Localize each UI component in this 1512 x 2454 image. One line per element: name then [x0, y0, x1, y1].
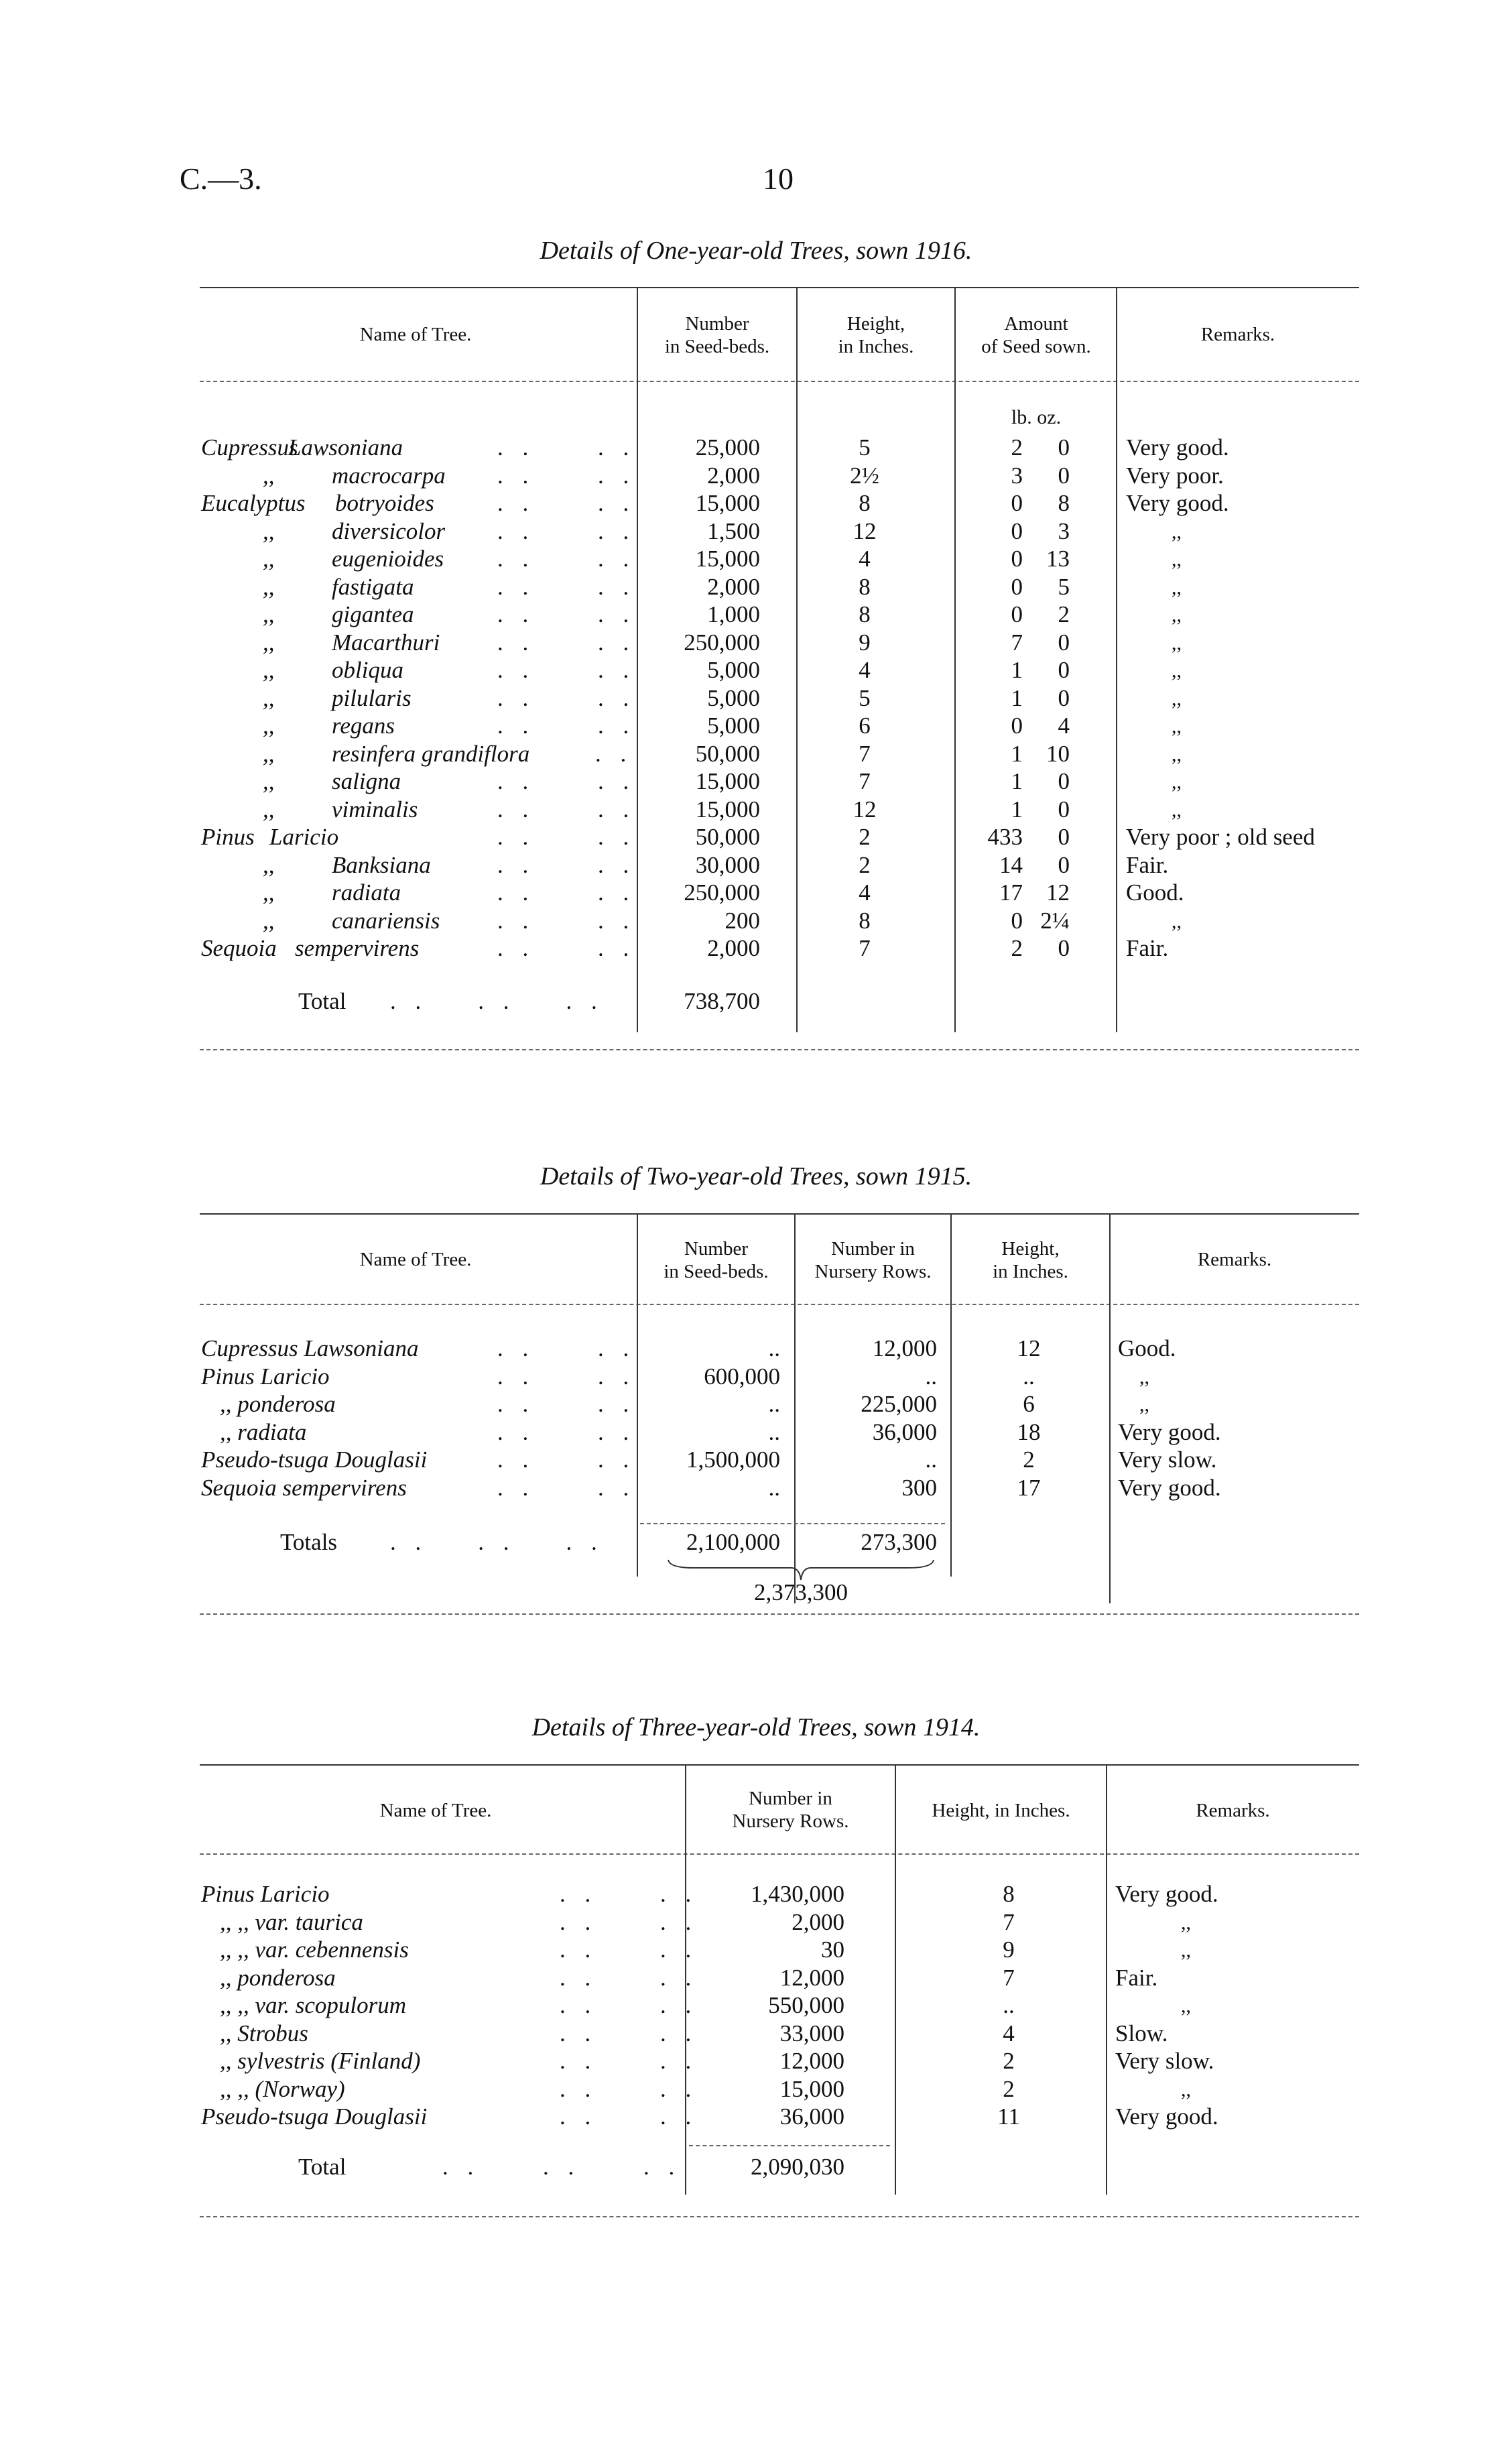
column-header-name: Name of Tree. — [359, 324, 472, 345]
tree-name: Pseudo-tsuga Douglasii — [201, 2103, 428, 2130]
leader-dots: . . . . — [560, 1908, 698, 1935]
leader-dots: . . . . — [497, 935, 636, 961]
one-year-title: Details of One-year-old Trees, sown 1916. — [540, 237, 972, 265]
leader-dots: . . . . — [497, 490, 636, 516]
seed-oz-value: 0 — [1058, 462, 1070, 489]
leader-dots: . . . . — [497, 713, 636, 739]
tree-name: ,, ,, var. scopulorum — [220, 1992, 407, 2018]
seed-oz-value: 8 — [1058, 490, 1070, 516]
seedbeds-value: 5,000 — [707, 684, 760, 711]
table-rule-bottom — [200, 1049, 1359, 1050]
seed-oz-value: 0 — [1058, 851, 1070, 878]
leader-dots: . . . . — [497, 768, 636, 794]
seed-oz-value: 12 — [1046, 879, 1070, 906]
leader-dots: . . . . — [497, 462, 636, 489]
height-value: 12 — [853, 796, 877, 822]
tree-species: regans — [332, 713, 395, 739]
height-value: 2 — [859, 824, 871, 850]
leader-dots: . . . . — [497, 1447, 636, 1473]
column-header-remarks: Remarks. — [1200, 324, 1275, 345]
seedbeds-value: 5,000 — [707, 713, 760, 739]
seed-oz-value: 0 — [1058, 768, 1070, 794]
grand-total: 2,373,300 — [754, 1579, 848, 1605]
seed-lb-value: 0 — [1011, 517, 1023, 544]
table-rule-top — [200, 287, 1359, 288]
height-value: 7 — [859, 935, 871, 961]
column-divider — [1116, 288, 1117, 1032]
height-value: 9 — [859, 629, 871, 656]
column-divider — [954, 288, 956, 1032]
seed-oz-value: 0 — [1058, 629, 1070, 656]
nursery-value: 15,000 — [779, 2075, 844, 2102]
tree-genus: Eucalyptus — [201, 490, 306, 516]
leader-dots: . . . . — [497, 657, 636, 683]
tree-name: Pinus Laricio — [201, 1363, 330, 1390]
tree-name: Pinus Laricio — [201, 1881, 330, 1907]
height-value: 8 — [859, 601, 871, 627]
remarks-value: Very good. — [1115, 2103, 1218, 2130]
remarks-ditto: ,, — [1172, 604, 1182, 626]
seedbeds-value: 15,000 — [695, 546, 760, 572]
column-header-seed-sown: Amount of Seed sown. — [981, 313, 1091, 357]
leader-dots: . . . . — [497, 879, 636, 906]
seed-lb-value: 7 — [1011, 629, 1023, 656]
units-label: lb. oz. — [1011, 406, 1062, 428]
tree-genus: Cupressus — [201, 434, 298, 461]
seed-oz-value: 2 — [1058, 601, 1070, 627]
height-value: 6 — [1023, 1391, 1035, 1417]
leader-dots: . . . . — [560, 2048, 698, 2074]
nursery-value: 36,000 — [872, 1418, 937, 1445]
tree-species: obliqua — [332, 657, 403, 683]
column-header-name: Name of Tree. — [379, 1800, 492, 1821]
tree-genus: ,, — [263, 629, 275, 656]
seed-lb-value: 0 — [1011, 546, 1023, 572]
remarks-ditto: ,, — [1139, 1394, 1149, 1416]
remarks-value: Good. — [1126, 879, 1184, 906]
seedbeds-value: 600,000 — [704, 1363, 780, 1390]
remarks-ditto: ,, — [1172, 631, 1182, 654]
tree-species: eugenioides — [332, 546, 444, 572]
height-value: 8 — [859, 490, 871, 516]
three-year-title: Details of Three-year-old Trees, sown 1914. — [531, 1713, 981, 1741]
column-divider — [1109, 1215, 1111, 1603]
height-value: 12 — [1017, 1335, 1041, 1361]
tree-species: gigantea — [332, 601, 414, 627]
tree-name: ,, ponderosa — [220, 1391, 336, 1417]
seedbeds-value: .. — [768, 1391, 780, 1417]
leader-dots: . . . . — [497, 629, 636, 656]
leader-dots: . . . . — [497, 824, 636, 850]
seed-lb-value: 1 — [1011, 684, 1023, 711]
tree-genus: ,, — [263, 601, 275, 627]
tree-name: ,, Strobus — [220, 2020, 308, 2046]
leader-dots: . . . . — [497, 1474, 636, 1501]
height-value: 8 — [859, 907, 871, 934]
seed-oz-value: 5 — [1058, 573, 1070, 600]
document-series-label: C.—3. — [180, 162, 262, 196]
seed-lb-value: 1 — [1011, 657, 1023, 683]
seedbeds-value: 1,500 — [707, 517, 760, 544]
seedbeds-value: 25,000 — [695, 434, 760, 461]
leader-dots: . . . . — [497, 684, 636, 711]
nursery-value: .. — [925, 1363, 937, 1390]
tree-genus: ,, — [263, 713, 275, 739]
remarks-ditto: ,, — [1139, 1365, 1149, 1388]
nursery-value: 33,000 — [779, 2020, 844, 2046]
height-value: 4 — [859, 879, 871, 906]
leader-dots: . . . . — [497, 546, 636, 572]
leader-dots: . . . . — [497, 1391, 636, 1417]
column-divider — [1106, 1766, 1107, 2195]
tree-genus: ,, — [263, 740, 275, 767]
column-header-nursery: Number in Nursery Rows. — [814, 1238, 932, 1282]
height-value: 2½ — [850, 462, 879, 489]
seed-oz-value: 0 — [1058, 824, 1070, 850]
leader-dots: . . . . — [497, 851, 636, 878]
column-header-remarks: Remarks. — [1196, 1800, 1270, 1821]
tree-species: botryoides — [335, 490, 434, 516]
remarks-ditto: ,, — [1172, 715, 1182, 737]
nursery-value: 30 — [821, 1937, 844, 1963]
total-rule — [689, 2145, 890, 2146]
totals-label: Totals — [280, 1529, 338, 1555]
seedbeds-value: 15,000 — [695, 490, 760, 516]
leader-dots: . . . . . . — [442, 2154, 682, 2180]
nursery-value: .. — [925, 1447, 937, 1473]
tree-species: radiata — [332, 879, 401, 906]
height-value: 8 — [1003, 1881, 1015, 1907]
remarks-value: Very good. — [1126, 434, 1229, 461]
column-divider — [895, 1766, 896, 2195]
nursery-value: 12,000 — [779, 2048, 844, 2074]
tree-genus: Pinus — [201, 824, 255, 850]
height-value: 17 — [1017, 1474, 1041, 1501]
seedbeds-value: 250,000 — [684, 629, 760, 656]
height-value: 9 — [1003, 1937, 1015, 1963]
height-value: 2 — [1003, 2048, 1015, 2074]
tree-name: ,, ,, var. cebennensis — [220, 1937, 409, 1963]
seedbeds-value: 15,000 — [695, 768, 760, 794]
leader-dots: . . — [595, 740, 633, 767]
seed-oz-value: 10 — [1046, 740, 1070, 767]
remarks-value: Very poor. — [1126, 462, 1224, 489]
tree-species: Lawsoniana — [288, 434, 403, 461]
tree-species: diversicolor — [332, 517, 446, 544]
seed-oz-value: 2¼ — [1040, 907, 1070, 934]
leader-dots: . . . . — [497, 601, 636, 627]
height-value: 4 — [1003, 2020, 1015, 2046]
remarks-value: Fair. — [1126, 935, 1169, 961]
height-value: 11 — [997, 2103, 1020, 2130]
table-rule-bottom — [200, 2216, 1359, 2217]
total-value: 738,700 — [684, 988, 760, 1014]
tree-genus: ,, — [263, 796, 275, 822]
total-label: Total — [298, 988, 346, 1014]
leader-dots: . . . . — [497, 434, 636, 461]
page-number: 10 — [763, 162, 794, 196]
seedbeds-value: 50,000 — [695, 824, 760, 850]
total-nursery: 273,300 — [861, 1529, 937, 1555]
seed-oz-value: 0 — [1058, 796, 1070, 822]
column-divider — [796, 288, 798, 1032]
leader-dots: . . . . — [560, 2103, 698, 2130]
two-year-title: Details of Two-year-old Trees, sown 1915. — [540, 1162, 972, 1190]
tree-name: Sequoia sempervirens — [201, 1474, 407, 1501]
height-value: 7 — [1003, 1964, 1015, 1991]
seed-oz-value: 0 — [1058, 434, 1070, 461]
tree-genus: ,, — [263, 657, 275, 683]
leader-dots: . . . . — [560, 1964, 698, 1991]
seedbeds-value: 2,000 — [707, 462, 760, 489]
height-value: 2 — [1003, 2075, 1015, 2102]
seedbeds-value: 15,000 — [695, 796, 760, 822]
remarks-value: Very good. — [1118, 1418, 1221, 1445]
remarks-value: Good. — [1118, 1335, 1176, 1361]
tree-species: macrocarpa — [332, 462, 446, 489]
leader-dots: . . . . — [497, 907, 636, 934]
seed-oz-value: 13 — [1046, 546, 1070, 572]
tree-species: fastigata — [332, 573, 414, 600]
table-rule-top — [200, 1764, 1359, 1766]
totals-rule — [640, 1523, 945, 1524]
seedbeds-value: 5,000 — [707, 657, 760, 683]
remarks-value: Very good. — [1118, 1474, 1221, 1501]
seedbeds-value: 250,000 — [684, 879, 760, 906]
remarks-ditto: ,, — [1172, 520, 1182, 543]
seed-lb-value: 0 — [1011, 907, 1023, 934]
seedbeds-value: 200 — [724, 907, 760, 934]
seedbeds-value: 1,000 — [707, 601, 760, 627]
tree-species: Banksiana — [332, 851, 431, 878]
column-header-seedbeds: Number in Seed-beds. — [664, 313, 770, 357]
tree-species: Macarthuri — [332, 629, 440, 656]
nursery-value: 12,000 — [872, 1335, 937, 1361]
leader-dots: . . . . — [497, 1418, 636, 1445]
seed-oz-value: 0 — [1058, 935, 1070, 961]
remarks-ditto: ,, — [1172, 660, 1182, 682]
remarks-ditto: ,, — [1181, 1939, 1191, 1961]
height-value: 4 — [859, 546, 871, 572]
remarks-ditto: ,, — [1181, 1911, 1191, 1934]
height-value: 5 — [859, 434, 871, 461]
height-value: 2 — [859, 851, 871, 878]
table-rule-header — [200, 381, 1359, 382]
seedbeds-value: 2,000 — [707, 573, 760, 600]
tree-species: resinfera grandiflora — [332, 740, 530, 767]
tree-genus: ,, — [263, 684, 275, 711]
tree-name: Cupressus Lawsoniana — [201, 1335, 419, 1361]
seed-lb-value: 433 — [987, 824, 1023, 850]
tree-genus: Sequoia — [201, 935, 277, 961]
total-seedbeds: 2,100,000 — [686, 1529, 780, 1555]
tree-genus: ,, — [263, 879, 275, 906]
height-value: 8 — [859, 573, 871, 600]
leader-dots: . . . . — [560, 1881, 698, 1907]
seed-lb-value: 0 — [1011, 573, 1023, 600]
tree-name: ,, sylvestris (Finland) — [220, 2048, 421, 2074]
seed-lb-value: 14 — [999, 851, 1023, 878]
seed-oz-value: 3 — [1058, 517, 1070, 544]
height-value: 6 — [859, 713, 871, 739]
remarks-value: Very poor ; old seed — [1126, 824, 1315, 850]
remarks-value: Slow. — [1115, 2020, 1168, 2046]
tree-genus: ,, — [263, 462, 275, 489]
tree-species: Laricio — [269, 824, 339, 850]
tree-species: canariensis — [332, 907, 440, 934]
table-rule-top — [200, 1213, 1359, 1215]
leader-dots: . . . . — [497, 1363, 636, 1390]
leader-dots: . . . . — [560, 1937, 698, 1963]
total-label: Total — [298, 2154, 346, 2180]
remarks-value: Very good. — [1126, 490, 1229, 516]
tree-species: saligna — [332, 768, 401, 794]
remarks-value: Very slow. — [1118, 1447, 1217, 1473]
height-value: 4 — [859, 657, 871, 683]
column-header-name: Name of Tree. — [359, 1249, 472, 1270]
table-rule-header — [200, 1853, 1359, 1855]
tree-species: sempervirens — [295, 935, 420, 961]
tree-name: ,, ,, var. taurica — [220, 1908, 363, 1935]
remarks-ditto: ,, — [1172, 687, 1182, 710]
height-value: 2 — [1023, 1447, 1035, 1473]
leader-dots: . . . . — [560, 1992, 698, 2018]
column-header-height: Height, in Inches. — [838, 313, 914, 357]
tree-genus: ,, — [263, 573, 275, 600]
height-value: 12 — [853, 517, 877, 544]
seed-oz-value: 0 — [1058, 657, 1070, 683]
seed-lb-value: 0 — [1011, 713, 1023, 739]
nursery-value: 2,000 — [792, 1908, 844, 1935]
height-value: .. — [1003, 1992, 1015, 2018]
remarks-ditto: ,, — [1172, 548, 1182, 570]
nursery-value: 550,000 — [768, 1992, 844, 2018]
column-header-seedbeds: Number in Seed-beds. — [664, 1238, 769, 1282]
seed-lb-value: 2 — [1011, 935, 1023, 961]
remarks-ditto: ,, — [1172, 910, 1182, 932]
seed-lb-value: 2 — [1011, 434, 1023, 461]
height-value: 7 — [1003, 1908, 1015, 1935]
column-header-height: Height, in Inches. — [993, 1238, 1068, 1282]
height-value: 7 — [859, 740, 871, 767]
seedbeds-value: .. — [768, 1335, 780, 1361]
nursery-value: 12,000 — [779, 1964, 844, 1991]
leader-dots: . . . . — [497, 796, 636, 822]
leader-dots: . . . . . . — [390, 988, 604, 1014]
seedbeds-value: .. — [768, 1474, 780, 1501]
nursery-value: 36,000 — [779, 2103, 844, 2130]
tree-genus: ,, — [263, 768, 275, 794]
nursery-value: 300 — [901, 1474, 937, 1501]
tree-genus: ,, — [263, 546, 275, 572]
nursery-value: 225,000 — [861, 1391, 937, 1417]
tree-name: ,, ,, (Norway) — [220, 2075, 345, 2102]
table-rule-header — [200, 1304, 1359, 1305]
remarks-value: Fair. — [1126, 851, 1169, 878]
leader-dots: . . . . — [497, 573, 636, 600]
seedbeds-value: .. — [768, 1418, 780, 1445]
remarks-ditto: ,, — [1172, 576, 1182, 599]
table-rule-bottom — [200, 1613, 1359, 1615]
seed-lb-value: 3 — [1011, 462, 1023, 489]
seed-oz-value: 0 — [1058, 684, 1070, 711]
seed-lb-value: 1 — [1011, 796, 1023, 822]
height-value: .. — [1023, 1363, 1035, 1390]
remarks-ditto: ,, — [1172, 771, 1182, 793]
nursery-value: 1,430,000 — [751, 1881, 844, 1907]
tree-name: ,, radiata — [220, 1418, 307, 1445]
height-value: 18 — [1017, 1418, 1041, 1445]
tree-name: ,, ponderosa — [220, 1964, 336, 1991]
remarks-value: Fair. — [1115, 1964, 1158, 1991]
leader-dots: . . . . — [560, 2020, 698, 2046]
seedbeds-value: 2,000 — [707, 935, 760, 961]
leader-dots: . . . . . . — [390, 1529, 604, 1555]
column-header-height: Height, in Inches. — [932, 1800, 1070, 1821]
column-header-nursery: Number in Nursery Rows. — [732, 1788, 849, 1832]
seed-lb-value: 1 — [1011, 768, 1023, 794]
seed-lb-value: 17 — [999, 879, 1023, 906]
height-value: 7 — [859, 768, 871, 794]
column-header-remarks: Remarks. — [1197, 1249, 1272, 1270]
seed-lb-value: 0 — [1011, 601, 1023, 627]
seedbeds-value: 1,500,000 — [686, 1447, 780, 1473]
leader-dots: . . . . — [560, 2075, 698, 2102]
leader-dots: . . . . — [497, 1335, 636, 1361]
tree-name: Pseudo-tsuga Douglasii — [201, 1447, 428, 1473]
remarks-value: Very good. — [1115, 1881, 1218, 1907]
total-value: 2,090,030 — [751, 2154, 844, 2180]
seedbeds-value: 30,000 — [695, 851, 760, 878]
remarks-value: Very slow. — [1115, 2048, 1214, 2074]
seed-oz-value: 4 — [1058, 713, 1070, 739]
height-value: 5 — [859, 684, 871, 711]
seedbeds-value: 50,000 — [695, 740, 760, 767]
leader-dots: . . . . — [497, 517, 636, 544]
tree-species: viminalis — [332, 796, 418, 822]
remarks-ditto: ,, — [1181, 1995, 1191, 2017]
tree-genus: ,, — [263, 907, 275, 934]
tree-species: pilularis — [332, 684, 412, 711]
seed-lb-value: 0 — [1011, 490, 1023, 516]
seed-lb-value: 1 — [1011, 740, 1023, 767]
tree-genus: ,, — [263, 851, 275, 878]
remarks-ditto: ,, — [1172, 798, 1182, 821]
remarks-ditto: ,, — [1181, 2078, 1191, 2101]
remarks-ditto: ,, — [1172, 743, 1182, 765]
tree-genus: ,, — [263, 517, 275, 544]
